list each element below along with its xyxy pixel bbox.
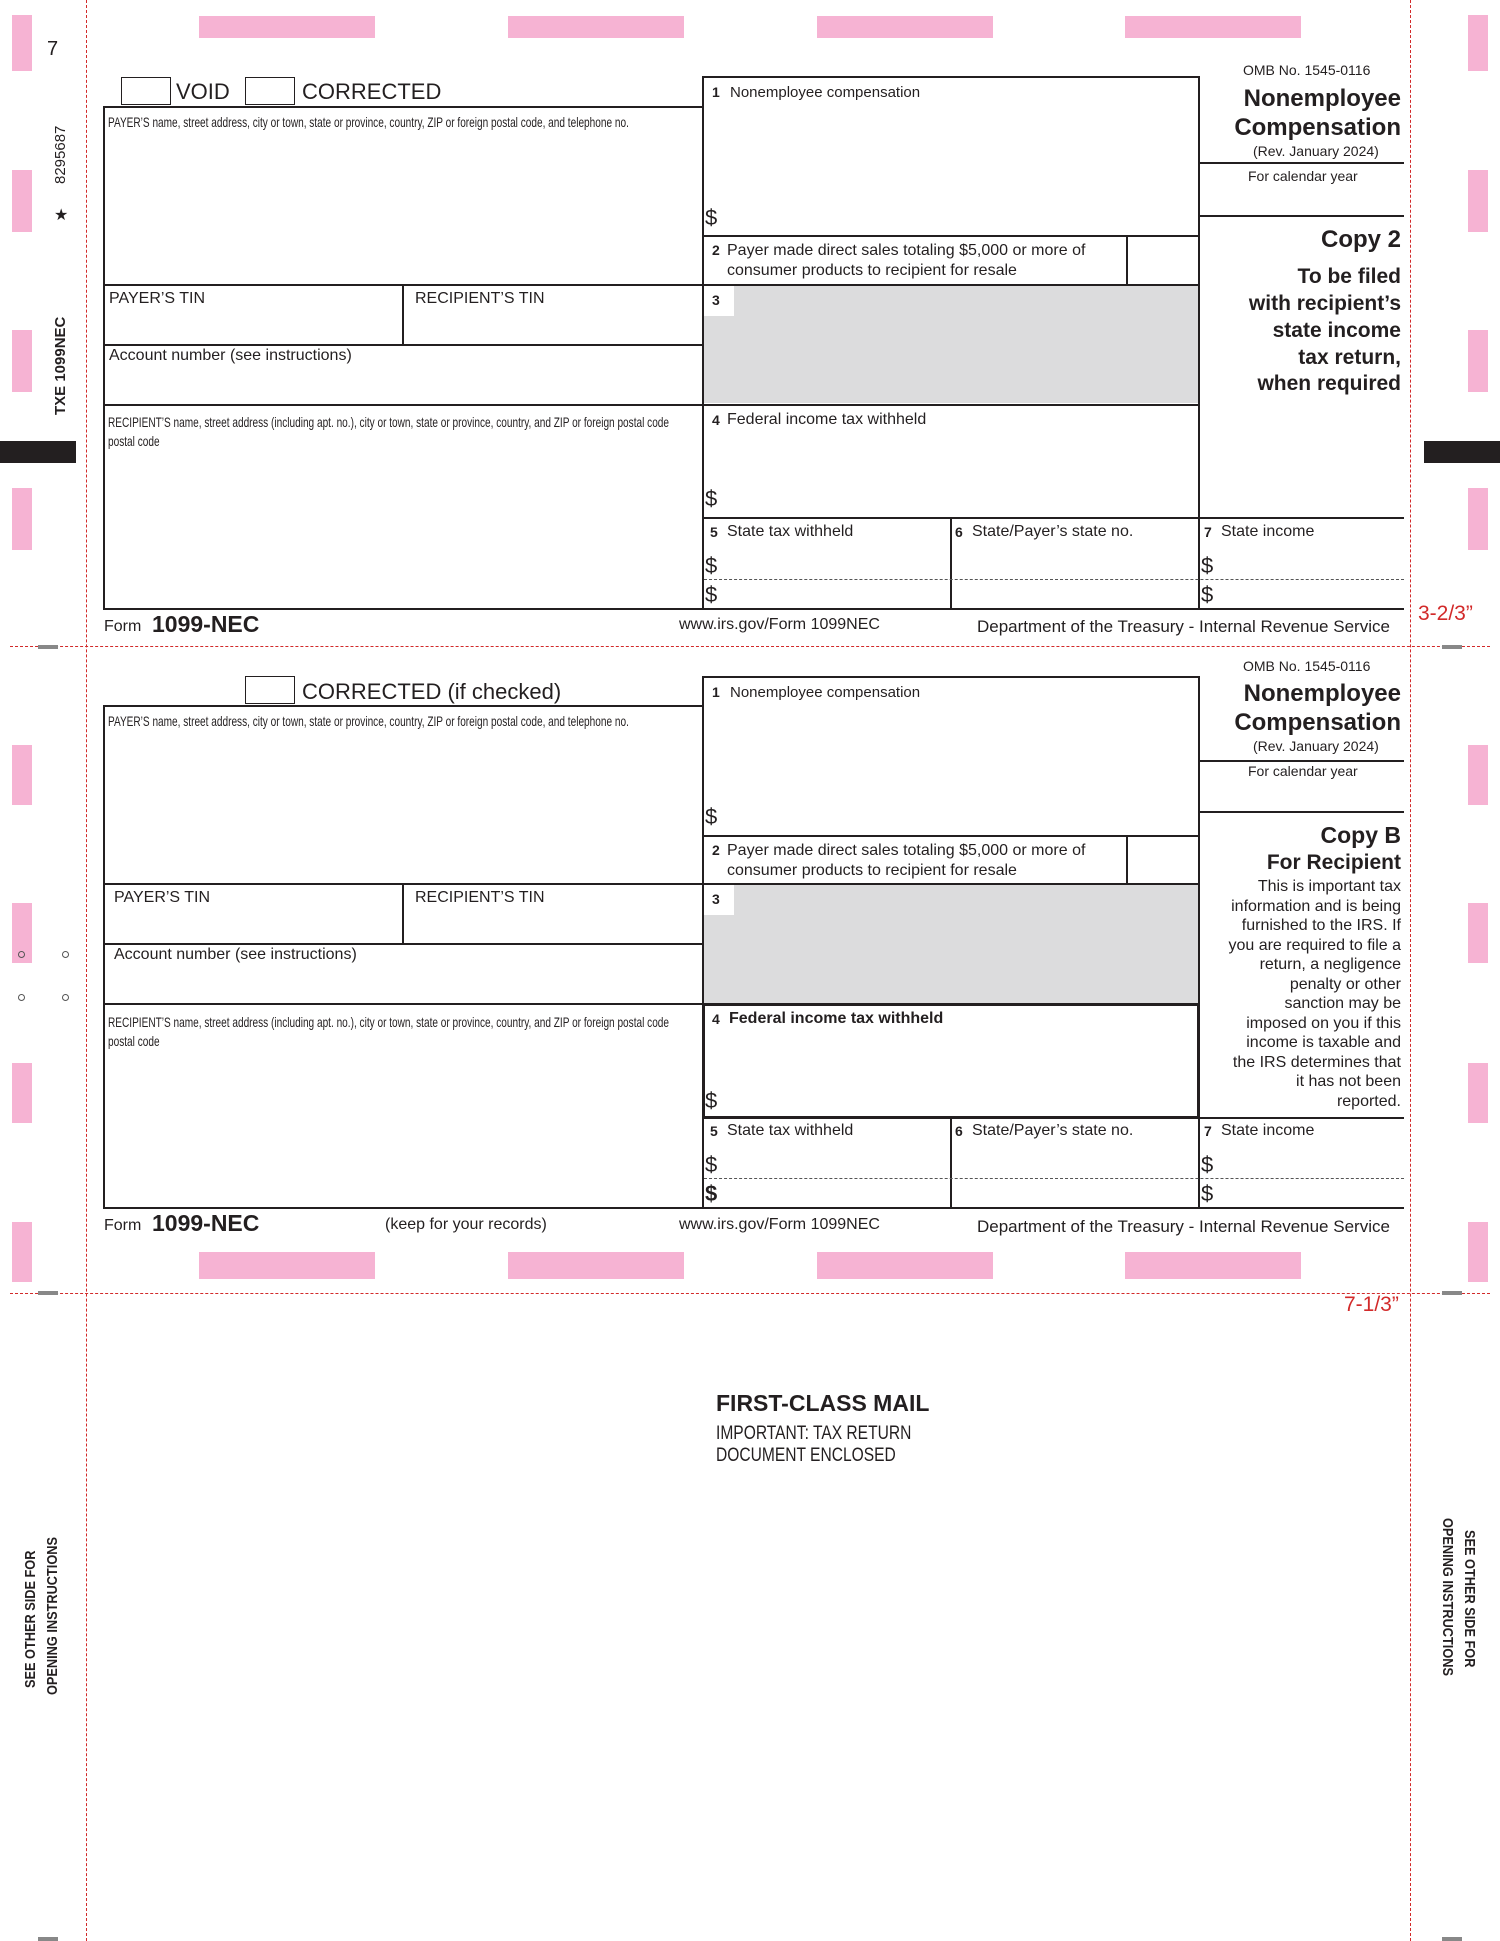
box-3-shaded	[704, 286, 1198, 403]
corrected-checkbox[interactable]	[245, 676, 295, 704]
copy-desc-line: tax return,	[1298, 346, 1401, 369]
corrected-label: CORRECTED	[302, 79, 442, 104]
form-title-line-1: Nonemployee	[1243, 680, 1401, 707]
box-2-label-line-1: Payer made direct sales totaling $5,000 or more of	[727, 842, 1086, 859]
box-4-label: Federal income tax withheld	[727, 411, 927, 428]
box-7-dollar-2: $	[1201, 582, 1214, 607]
box-5-label: State tax withheld	[727, 1122, 854, 1139]
notice-line: return, a negligence	[1259, 956, 1401, 973]
box-5-dollar-1: $	[705, 553, 718, 578]
form-number: 1099-NEC	[152, 1210, 260, 1236]
state-row-divider	[704, 579, 1404, 580]
box-5-number: 5	[710, 524, 718, 540]
notice-line: imposed on you if this	[1246, 1015, 1401, 1032]
rule	[1198, 76, 1200, 610]
form-word: Form	[104, 1217, 142, 1234]
box-7-dollar-1: $	[1201, 1152, 1214, 1177]
form-title-line-1: Nonemployee	[1243, 85, 1401, 112]
mail-notice-line-2: DOCUMENT ENCLOSED	[716, 1445, 896, 1466]
box-7-number: 7	[1204, 524, 1212, 540]
notice-line: the IRS determines that	[1232, 1054, 1401, 1071]
margin-tick	[38, 645, 58, 649]
see-other-side-left-1: SEE OTHER SIDE FOR	[22, 1550, 39, 1688]
box-6-number: 6	[955, 524, 963, 540]
sensor-bar-top	[199, 16, 375, 38]
notice-line: information and is being	[1231, 898, 1401, 915]
recipient-name-label: RECIPIENT’S name, street address (including apt. no.), city or town, state or province, country, and ZIP or foreign postal code	[108, 414, 670, 430]
margin-pink-strip	[12, 15, 32, 71]
sensor-bar-bottom	[508, 1252, 684, 1279]
sensor-bar-top	[817, 16, 993, 38]
box-2-label-line-2: consumer products to recipient for resale	[727, 862, 1017, 879]
copy-subtitle: For Recipient	[1266, 851, 1401, 874]
pinhole	[62, 951, 69, 958]
copy-desc-line: state income	[1272, 319, 1401, 342]
payer-tin-label: PAYER’S TIN	[109, 290, 206, 307]
rule	[950, 517, 952, 610]
rule	[103, 608, 1404, 610]
irs-url: www.irs.gov/Form 1099NEC	[679, 616, 880, 633]
rule	[103, 106, 703, 108]
state-row-divider	[704, 1178, 1404, 1179]
margin-black-bar-right	[1424, 441, 1500, 463]
sensor-bar-top	[1125, 16, 1301, 38]
rule	[103, 705, 703, 707]
sensor-bar-bottom	[199, 1252, 375, 1279]
rule	[702, 517, 1404, 519]
pinhole	[62, 994, 69, 1001]
box-1-number: 1	[712, 84, 720, 100]
box-7-dollar-1: $	[1201, 553, 1214, 578]
rule	[402, 883, 404, 944]
rule	[1200, 1117, 1404, 1119]
rule	[103, 404, 703, 406]
box-7-label: State income	[1221, 523, 1315, 540]
fold-line-1	[10, 646, 1490, 647]
rule	[402, 284, 404, 345]
void-checkbox[interactable]	[121, 77, 171, 105]
rule	[103, 344, 703, 346]
rule	[702, 676, 1200, 678]
form-code-vertical: 8295687	[52, 125, 69, 184]
notice-line: reported.	[1336, 1093, 1401, 1110]
rule	[103, 943, 703, 945]
rule	[103, 1207, 1404, 1209]
notice-line: This is important tax	[1257, 878, 1401, 895]
mail-notice-line-1: IMPORTANT: TAX RETURN	[716, 1423, 912, 1444]
copy-desc-line: with recipient’s	[1248, 292, 1401, 315]
recipient-tin-label: RECIPIENT’S TIN	[415, 889, 545, 906]
box-4-number: 4	[712, 1011, 720, 1027]
pinhole	[18, 994, 25, 1001]
rule	[1200, 215, 1404, 217]
margin-pink-strip	[1468, 170, 1488, 232]
mail-class-title: FIRST-CLASS MAIL	[716, 1390, 930, 1416]
box-5-dollar-2: $	[705, 582, 718, 607]
recipient-name-label-wrap: postal code	[108, 1033, 160, 1049]
omb-number: OMB No. 1545-0116	[1243, 62, 1371, 78]
box-1-dollar: $	[705, 205, 718, 230]
rule	[702, 404, 1200, 406]
margin-pink-strip	[12, 1063, 32, 1123]
box-1-label: Nonemployee compensation	[730, 84, 921, 101]
notice-line: penalty or other	[1289, 976, 1401, 993]
page-number: 7	[47, 38, 59, 60]
product-code-vertical: TXE 1099NEC	[52, 316, 69, 415]
margin-pink-strip	[1468, 903, 1488, 963]
margin-tick	[1442, 645, 1462, 649]
notice-line: it has not been	[1296, 1073, 1401, 1090]
fold-measure-2: 7-1/3”	[1344, 1293, 1399, 1316]
box-4-number: 4	[712, 412, 720, 428]
box-6-number: 6	[955, 1123, 963, 1139]
box-7-number: 7	[1204, 1123, 1212, 1139]
rule	[1200, 162, 1404, 164]
omb-number: OMB No. 1545-0116	[1243, 658, 1371, 674]
form-title-line-2: Compensation	[1234, 114, 1401, 141]
irs-url: www.irs.gov/Form 1099NEC	[679, 1216, 880, 1233]
form-word: Form	[104, 618, 142, 635]
see-other-side-right-1: SEE OTHER SIDE FOR	[1461, 1530, 1478, 1668]
box-7-dollar-2: $	[1201, 1181, 1214, 1206]
box-7-label: State income	[1221, 1122, 1315, 1139]
rule	[702, 76, 1200, 78]
box-3-number: 3	[712, 891, 720, 907]
margin-pink-strip	[12, 1222, 32, 1282]
box-6-label: State/Payer’s state no.	[972, 523, 1134, 540]
box-5-label: State tax withheld	[727, 523, 854, 540]
sensor-bar-top	[508, 16, 684, 38]
margin-pink-strip	[1468, 1063, 1488, 1123]
rule	[950, 1117, 952, 1209]
box-5-dollar-2: $	[705, 1181, 718, 1206]
box-5-dollar-1: $	[705, 1152, 718, 1177]
recipient-name-label: RECIPIENT’S name, street address (including apt. no.), city or town, state or province, country, and ZIP or foreign postal code	[108, 1014, 670, 1030]
notice-line: income is taxable and	[1246, 1034, 1401, 1051]
pinhole	[18, 951, 25, 958]
margin-pink-strip	[1468, 15, 1488, 71]
notice-line: sanction may be	[1284, 995, 1401, 1012]
box-4-label: Federal income tax withheld	[729, 1010, 944, 1027]
calendar-year-label: For calendar year	[1248, 763, 1358, 779]
form-title-line-2: Compensation	[1234, 709, 1401, 736]
payer-tin-label: PAYER’S TIN	[114, 889, 211, 906]
margin-tick	[1442, 1291, 1462, 1295]
rule	[1200, 811, 1404, 813]
box-4-dollar: $	[705, 1088, 718, 1113]
account-number-label: Account number (see instructions)	[109, 347, 352, 364]
margin-pink-strip	[1468, 488, 1488, 550]
account-number-label: Account number (see instructions)	[114, 946, 357, 963]
margin-pink-strip	[1468, 330, 1488, 392]
recipient-name-label-wrap: postal code	[108, 433, 160, 449]
margin-tick	[38, 1937, 58, 1941]
form-number: 1099-NEC	[152, 611, 260, 637]
revision-date: (Rev. January 2024)	[1253, 738, 1379, 754]
margin-pink-strip	[1468, 745, 1488, 805]
payer-name-label: PAYER’S name, street address, city or town, state or province, country, ZIP or foreign postal code, and telephone no.	[108, 713, 629, 729]
void-label: VOID	[176, 79, 230, 104]
box-2-checkbox[interactable]	[1127, 836, 1198, 882]
star-icon: ★	[54, 207, 69, 224]
rule	[1200, 760, 1404, 762]
rule	[103, 705, 105, 1209]
copy-title: Copy B	[1320, 822, 1401, 848]
copy-desc-line: To be filed	[1297, 265, 1401, 288]
corrected-checkbox[interactable]	[245, 77, 295, 105]
box-2-number: 2	[712, 842, 720, 858]
margin-tick	[38, 1291, 58, 1295]
box-5-number: 5	[710, 1123, 718, 1139]
box-1-number: 1	[712, 684, 720, 700]
recipient-tin-label: RECIPIENT’S TIN	[415, 290, 545, 307]
sensor-bar-bottom	[817, 1252, 993, 1279]
margin-black-bar-left	[0, 441, 76, 463]
copy-desc-line: when required	[1257, 372, 1401, 395]
right-perforation	[1410, 0, 1411, 1941]
margin-pink-strip	[1468, 1222, 1488, 1282]
fold-measure-1: 3-2/3”	[1418, 602, 1473, 625]
rule	[1198, 676, 1200, 1209]
calendar-year-label: For calendar year	[1248, 168, 1358, 184]
sensor-bar-bottom	[1125, 1252, 1301, 1279]
revision-date: (Rev. January 2024)	[1253, 143, 1379, 159]
fold-line-2	[10, 1293, 1490, 1294]
department-label: Department of the Treasury - Internal Revenue Service	[977, 1217, 1390, 1236]
box-1-label: Nonemployee compensation	[730, 684, 921, 701]
keep-for-records: (keep for your records)	[385, 1216, 547, 1233]
box-3-shaded	[704, 885, 1198, 1003]
box-2-label-line-1: Payer made direct sales totaling $5,000 or more of	[727, 242, 1086, 259]
see-other-side-left-2: OPENING INSTRUCTIONS	[44, 1537, 61, 1695]
left-perforation	[86, 0, 87, 1941]
box-3-number: 3	[712, 292, 720, 308]
payer-name-label: PAYER’S name, street address, city or town, state or province, country, ZIP or foreign postal code, and telephone no.	[108, 114, 629, 130]
copy-title: Copy 2	[1320, 226, 1401, 253]
box-2-checkbox[interactable]	[1127, 236, 1198, 283]
margin-tick	[1442, 1937, 1462, 1941]
margin-pink-strip	[12, 170, 32, 232]
box-4-dollar: $	[705, 486, 718, 511]
box-6-label: State/Payer’s state no.	[972, 1122, 1134, 1139]
notice-line: furnished to the IRS. If	[1241, 917, 1401, 934]
notice-line: you are required to file a	[1228, 937, 1401, 954]
rule	[103, 106, 105, 610]
box-2-number: 2	[712, 242, 720, 258]
margin-pink-strip	[12, 745, 32, 805]
box-1-dollar: $	[705, 804, 718, 829]
see-other-side-right-2: OPENING INSTRUCTIONS	[1439, 1518, 1456, 1676]
rule	[103, 1003, 703, 1005]
box-2-label-line-2: consumer products to recipient for resale	[727, 262, 1017, 279]
department-label: Department of the Treasury - Internal Revenue Service	[977, 617, 1390, 636]
margin-pink-strip	[12, 488, 32, 550]
margin-pink-strip	[12, 330, 32, 392]
corrected-label: CORRECTED (if checked)	[302, 679, 562, 704]
